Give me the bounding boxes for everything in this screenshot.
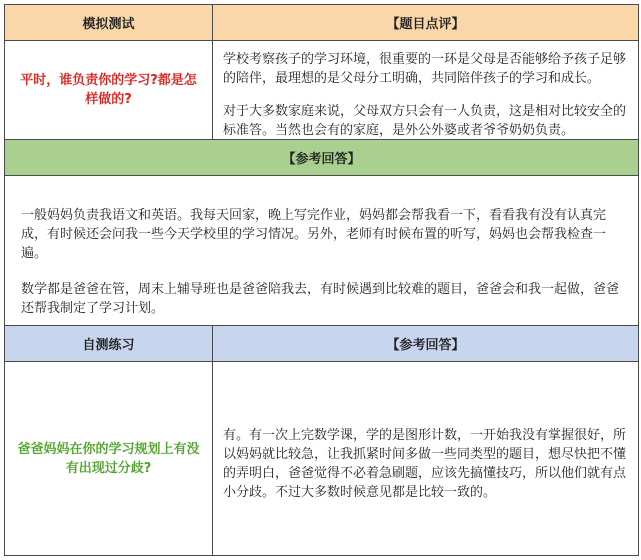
review-paragraph: 对于大多数家庭来说，父母双方只会有一人负责，这是相对比较安全的标准答。当然也会有的家庭，是外公外婆或者爷爷奶奶负责。 bbox=[223, 104, 627, 138]
reference-answer-cell bbox=[4, 175, 639, 326]
mock-question: 平时，谁负责你的学习?都是怎样做的? bbox=[20, 73, 197, 107]
mock-test-header-label: 模拟测试 bbox=[82, 17, 135, 32]
self-test-question-cell bbox=[4, 361, 213, 556]
review-cell bbox=[212, 40, 639, 140]
self-test-answer-cell bbox=[212, 361, 639, 556]
self-test-header bbox=[4, 325, 213, 362]
answer-paragraph: 一般妈妈负责我语文和英语。我每天回家，晚上写完作业，妈妈都会帮我看一下，看看我有没有认真完成，有时候还会问我一些今天学校里的学习情况。另外，老师有时候布置的听写，妈妈也会帮我检查一遍。 bbox=[21, 208, 607, 261]
mock-question-cell bbox=[4, 40, 213, 140]
reference-answer-header bbox=[4, 139, 639, 176]
review-paragraph: 学校考察孩子的学习环境，很重要的一环是父母是否能够给予孩子足够的陪伴，最理想的是父母分工明确，共同陪伴孩子的学习和成长。 bbox=[223, 52, 627, 86]
self-test-question: 爸爸妈妈在你的学习规划上有没有出现过分歧? bbox=[17, 441, 200, 476]
self-test-answer: 有。有一次上完数学课，学的是图形计数，一开始我没有掌握很好，所以妈妈就比较急，让我抓紧时间多做一些同类型的题目，想尽快把不懂的弄明白，爸爸觉得不必着急刷题，应该先搞懂技巧，所以他们就有点小分歧。不过大多数时候意见都是比较一致的。 bbox=[223, 428, 627, 500]
mock-test-header bbox=[4, 4, 213, 41]
reference-answer-header-label: 【参考回答】 bbox=[282, 152, 361, 167]
self-test-answer-header-label: 【参考回答】 bbox=[386, 338, 465, 353]
self-test-header-label: 自测练习 bbox=[82, 338, 135, 353]
self-test-answer-header bbox=[212, 325, 639, 362]
answer-paragraph: 数学都是爸爸在管，周末上辅导班也是爸爸陪我去，有时候遇到比较难的题目，爸爸会和我一起做，爸爸还帮我制定了学习计划。 bbox=[21, 282, 620, 316]
review-header bbox=[212, 4, 639, 41]
review-header-label: 【题目点评】 bbox=[386, 17, 465, 32]
